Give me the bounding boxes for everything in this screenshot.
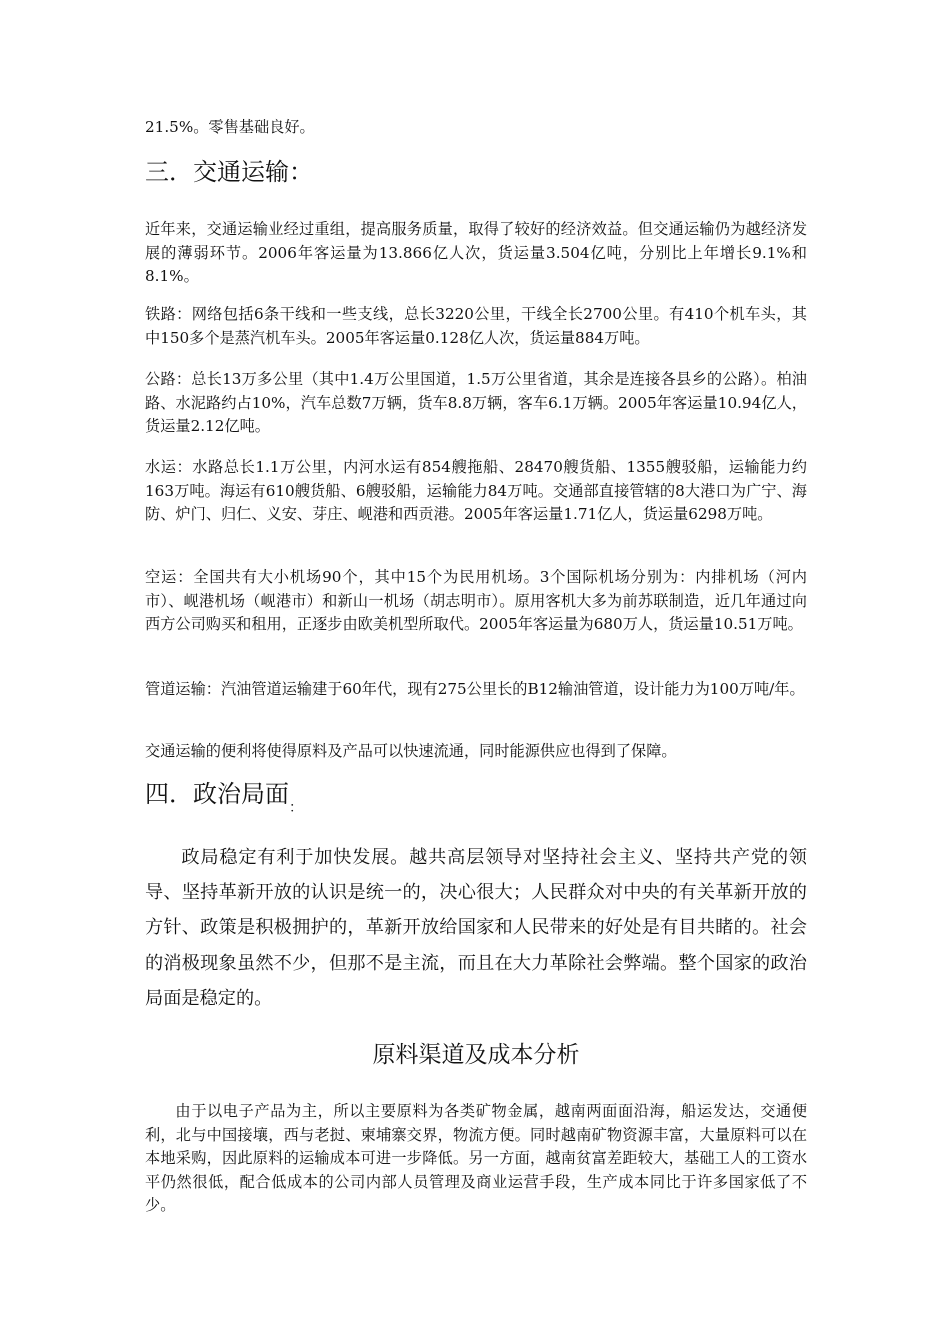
railway-paragraph: 铁路：网络包括6条干线和一些支线，总长3220公里，干线全长2700公里。有410个机车头，其中150多个是蒸汽机车头。2005年客运量0.128亿人次，货运量884万吨。 [145,305,807,347]
politics-paragraph: 政局稳定有利于加快发展。越共高层领导对坚持社会主义、坚持共产党的领导、坚持革新开放的认识是统一的，决心很大；人民群众对中央的有关革新开放的方针、政策是积极拥护的，革新开放给国家和人民带来的好处是有目共睹的。社会的消极现象虽然不少，但那不是主流，而且在大力革除社会弊端。整个国家的政治局面是稳定的。 [145,847,807,1009]
waterway-paragraph: 水运：水路总长1.1万公里，内河水运有854艘拖船、28470艘货船、1355艘驳船，运输能力约163万吨。海运有610艘货船、6艘驳船，运输能力84万吨。交通部直接管辖的8大港口为广宁、海防、炉门、归仁、义安、芽庄、岘港和西贡港。2005年客运量1.71亿人，货运量6298万吨。 [145,458,807,523]
section-3-heading: 三．交通运输： [145,158,313,186]
air-transport-paragraph: 空运：全国共有大小机场90个，其中15个为民用机场。3个国际机场分别为：内排机场（河内市）、岘港机场（岘港市）和新山一机场（胡志明市）。原用客机大多为前苏联制造，近几年通过向西方公司购买和租用，正逐步由欧美机型所取代。2005年客运量为680万人，货运量10.51万吨。 [145,568,807,633]
transport-summary-paragraph: 交通运输的便利将使得原料及产品可以快速流通，同时能源供应也得到了保障。 [145,742,677,760]
section-4-heading [145,778,303,824]
raw-material-cost-title: 原料渠道及成本分析 [372,1042,580,1068]
transport-intro-paragraph: 近年来，交通运输业经过重组，提高服务质量，取得了较好的经济效益。但交通运输仍为越经济发展的薄弱环节。2006年客运量为13.866亿人次，货运量3.504亿吨，分别比上年增长9.1%和8.1%。 [145,220,807,285]
section-4-heading-colon: ： [289,800,303,816]
pipeline-paragraph: 管道运输：汽油管道运输建于60年代，现有275公里长的B12输油管道，设计能力为100万吨/年。 [145,680,805,698]
top-fragment-paragraph: 21.5%。零售基础良好。 [145,118,315,136]
highway-paragraph: 公路：总长13万多公里（其中1.4万公里国道，1.5万公里省道，其余是连接各县乡的公路）。柏油路、水泥路约占10%，汽车总数7万辆，货车8.8万辆，客车6.1万辆。2005年客运量10.94亿人，货运量2.12亿吨。 [145,370,807,435]
section-4-heading-text: 四．政治局面 [145,780,289,808]
raw-material-cost-paragraph: 由于以电子产品为主，所以主要原料为各类矿物金属，越南两面面沿海，船运发达，交通便利，北与中国接壤，西与老挝、柬埔寨交界，物流方便。同时越南矿物资源丰富，大量原料可以在本地采购，因此原料的运输成本可进一步降低。另一方面，越南贫富差距较大，基础工人的工资水平仍然很低，配合低成本的公司内部人员管理及商业运营手段，生产成本同比于许多国家低了不少。 [145,1102,807,1214]
